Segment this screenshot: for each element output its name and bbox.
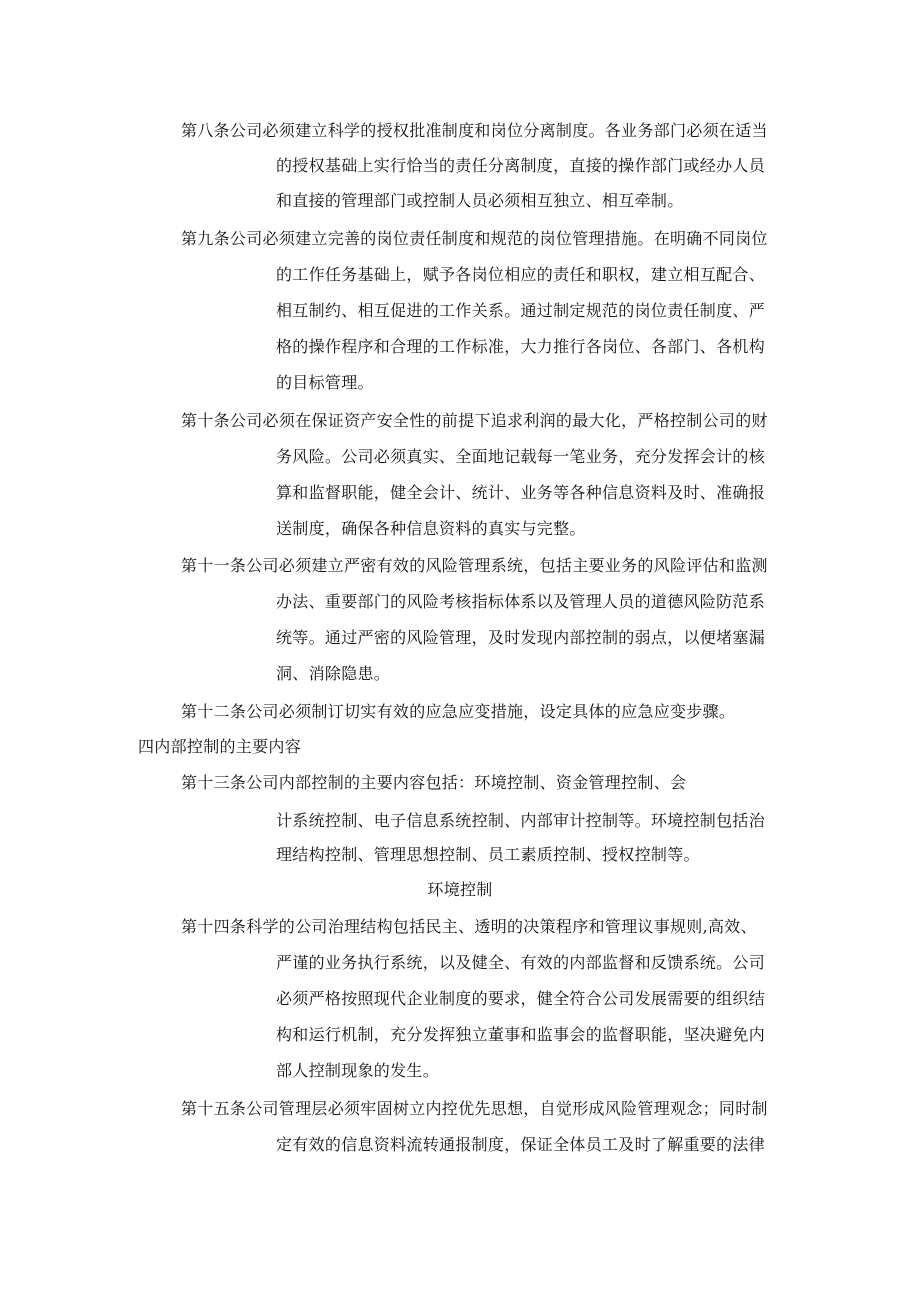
article-14-line-2: 严谨的业务执行系统，以及健全、有效的内部监督和反馈系统。公司: [276, 953, 766, 972]
article-9-line-5: 的目标管理。: [276, 373, 374, 392]
article-14-line-5: 部人控制现象的发生。: [276, 1061, 440, 1080]
article-11-line-4: 洞、消除隐患。: [276, 664, 391, 683]
article-8-line-3: 和直接的管理部门或控制人员必须相互独立、相互牵制。: [276, 191, 684, 210]
article-10-line-2: 务风险。公司必须真实、全面地记载每一笔业务，充分发挥会计的核: [276, 447, 766, 466]
article-8-line-2: 的授权基础上实行恰当的责任分离制度，直接的操作部门或经办人员: [276, 156, 766, 175]
article-9-line-1: 第九条公司必须建立完善的岗位责任制度和规范的岗位管理措施。在明确不同岗位: [181, 229, 768, 248]
article-9-line-2: 的工作任务基础上，赋予各岗位相应的责任和职权，建立相互配合、: [276, 265, 766, 284]
article-12-line-1: 第十二条公司必须制订切实有效的应急应变措施，设定具体的应急应变步骤。: [181, 702, 736, 721]
section-heading: 四内部控制的主要内容: [138, 737, 302, 756]
subheading-environment-control: 环境控制: [427, 880, 493, 899]
article-11-line-2: 办法、重要部门的风险考核指标体系以及管理人员的道德风险防范系: [276, 592, 766, 611]
article-13-line-3: 理结构控制、管理思想控制、员工素质控制、授权控制等。: [276, 845, 700, 864]
article-10-line-3: 算和监督职能，健全会计、统计、业务等各种信息资料及时、准确报: [276, 483, 766, 502]
article-15-line-2: 定有效的信息资料流转通报制度，保证全体员工及时了解重要的法律: [276, 1135, 766, 1154]
article-9-line-3: 相互制约、相互促进的工作关系。通过制定规范的岗位责任制度、严: [276, 301, 766, 320]
article-10-line-1: 第十条公司必须在保证资产安全性的前提下追求利润的最大化，严格控制公司的财: [181, 411, 768, 430]
article-9-line-4: 格的操作程序和合理的工作标准，大力推行各岗位、各部门、各机构: [276, 337, 766, 356]
article-14-line-4: 构和运行机制，充分发挥独立董事和监事会的监督职能，坚决避免内: [276, 1025, 766, 1044]
article-8-line-1: 第八条公司必须建立科学的授权批准制度和岗位分离制度。各业务部门必须在适当: [181, 121, 768, 140]
article-11-line-3: 统等。通过严密的风险管理，及时发现内部控制的弱点，以便堵塞漏: [276, 628, 766, 647]
article-13-line-2: 计系统控制、电子信息系统控制、内部审计控制等。环境控制包括治: [276, 811, 766, 830]
article-15-line-1: 第十五条公司管理层必须牢固树立内控优先思想，自觉形成风险管理观念；同时制: [181, 1099, 768, 1118]
article-11-line-1: 第十一条公司必须建立严密有效的风险管理系统，包括主要业务的风险评估和监测: [181, 556, 768, 575]
article-13-line-1: 第十三条公司内部控制的主要内容包括：环境控制、资金管理控制、会: [181, 773, 687, 792]
article-10-line-4: 送制度，确保各种信息资料的真实与完整。: [276, 519, 586, 538]
article-14-line-1: 第十四条科学的公司治理结构包括民主、透明的决策程序和管理议事规则,高效、: [181, 917, 757, 936]
article-14-line-3: 必须严格按照现代企业制度的要求，健全符合公司发展需要的组织结: [276, 989, 766, 1008]
